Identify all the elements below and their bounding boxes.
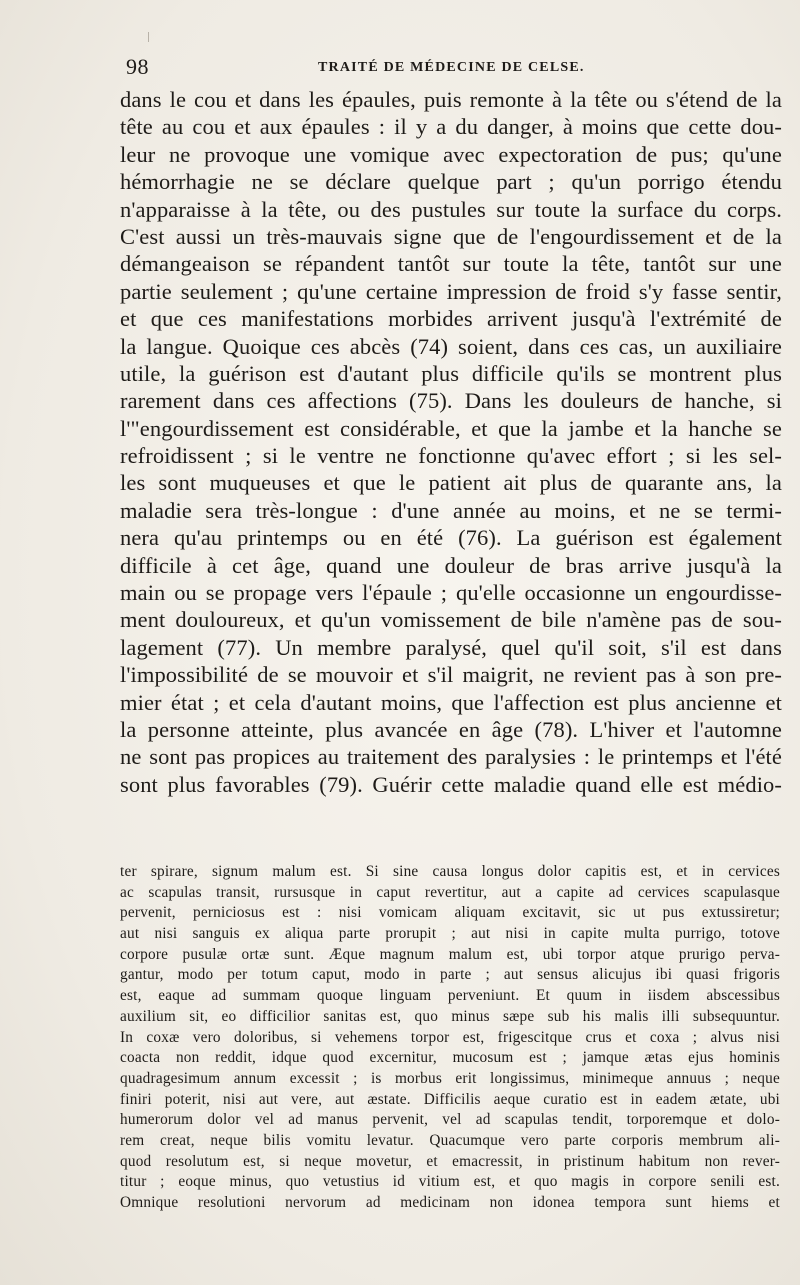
text-line: démangeaison se répandent tantôt sur toute la tête, tantôt sur une: [120, 251, 782, 277]
latin-text-line: titur ; eoque minus, quo vetustius id vitium est, et quo magis in corpore senili est.: [120, 1173, 780, 1191]
paper-speck: [148, 32, 149, 42]
latin-text-line: gantur, modo per totum caput, modo in parte ; aut sensus alicujus ibi quasi frigoris: [120, 966, 780, 984]
latin-text-line: Omnique resolutioni nervorum ad medicinam non idonea tempora sunt hiems et: [120, 1194, 780, 1211]
text-line: ment douloureux, et qu'un vomissement de bile n'amène pas de sou-: [120, 607, 782, 633]
text-line: hémorrhagie ne se déclare quelque part ; qu'un porrigo étendu: [120, 169, 782, 195]
latin-text-line: quod resolutum est, si neque movetur, et emacressit, in pristinum habitum non rever-: [120, 1152, 780, 1170]
latin-text-line: aut nisi sanguis ex aliqua parte prorupit ; aut nisi in capite multa purrigo, totove: [120, 925, 780, 943]
latin-text-line: corpore pusulæ ortæ sunt. Æque magnum malum est, ubi torpor atque prurigo perva-: [120, 945, 780, 963]
latin-text-line: In coxæ vero doloribus, si vehemens torpor est, frigescitque crus et coxa ; alvus nisi: [120, 1028, 780, 1046]
text-line: maladie sera très-longue : d'une année au moins, et ne se termi-: [120, 497, 782, 523]
french-translation-text: [120, 86, 782, 798]
latin-text-line: finiri poterit, nisi aut vere, aut æstate. Difficilis aeque curatio est in eadem ætate, ubi: [120, 1090, 780, 1108]
text-line: les sont muqueuses et que le patient ait plus de quarante ans, la: [120, 470, 782, 496]
text-line: main ou se propage vers l'épaule ; qu'elle occasionne un engourdisse-: [120, 580, 782, 606]
text-line: nera qu'au printemps ou en été (76). La guérison est également: [120, 525, 782, 551]
latin-text-line: quadragesimum annum excessit ; is morbus erit longissimus, minimeque annuus ; neque: [120, 1069, 780, 1087]
text-line: C'est aussi un très-mauvais signe que de l'engourdissement et de la: [120, 223, 782, 249]
latin-text-line: pervenit, perniciosus est : nisi vomicam aliquam excitavit, sic ut pus extussiretur;: [120, 904, 780, 922]
latin-text-line: humerorum dolor vel ad manus pervenit, vel ad scapulas tendit, torporemque et dolo-: [120, 1111, 780, 1129]
latin-text-line: est, eaque ad summam quoque linguam perveniunt. Et quum in iisdem abscessibus: [120, 987, 780, 1005]
text-line: l'"engourdissement est considérable, et que la jambe et la hanche se: [120, 415, 782, 441]
latin-text-line: rem creat, neque bilis vomitu levatur. Quacumque vero parte corporis membrum ali-: [120, 1131, 780, 1149]
text-line: et que ces manifestations morbides arrivent jusqu'à l'extrémité de: [120, 306, 782, 332]
text-line: tête au cou et aux épaules : il y a du danger, à moins que cette dou-: [120, 114, 782, 140]
text-line: la langue. Quoique ces abcès (74) soient, dans ces cas, un auxiliaire: [120, 333, 782, 359]
text-line: partie seulement ; qu'une certaine impression de froid s'y fasse sentir,: [120, 278, 782, 304]
text-line: leur ne provoque une vomique avec expectoration de pus; qu'une: [120, 141, 782, 167]
text-line: sont plus favorables (79). Guérir cette maladie quand elle est médio-: [120, 771, 782, 797]
page-number: 98: [126, 54, 149, 79]
text-line: l'impossibilité de se mouvoir et s'il maigrit, ne revient pas à son pre-: [120, 662, 782, 688]
text-line: dans le cou et dans les épaules, puis remonte à la tête ou s'étend de la: [120, 87, 782, 112]
text-line: rarement dans ces affections (75). Dans les douleurs de hanche, si: [120, 388, 782, 414]
text-line: n'apparaisse à la tête, ou des pustules sur toute la surface du corps.: [120, 196, 782, 222]
running-title: TRAITÉ DE MÉDECINE DE CELSE.: [318, 60, 585, 75]
text-line: refroidissent ; si le ventre ne fonctionne qu'avec effort ; si les sel-: [120, 443, 782, 469]
latin-text-line: ter spirare, signum malum est. Si sine causa longus dolor capitis est, et in cervices: [120, 863, 780, 880]
text-line: mier état ; et cela d'autant moins, que l'affection est plus ancienne et: [120, 689, 782, 715]
latin-text-line: auxilium sit, eo difficilior sanitas est, quo minus sæpe sub his malis illi subsequuntur.: [120, 1007, 780, 1025]
text-line: difficile à cet âge, quand une douleur de bras arrive jusqu'à la: [120, 552, 782, 578]
latin-text-line: ac scapulas transit, rursusque in caput revertitur, aut a capite ad cervices scapulasque: [120, 883, 780, 901]
page-header: [118, 54, 778, 84]
text-line: lagement (77). Un membre paralysé, quel qu'il soit, s'il est dans: [120, 634, 782, 660]
latin-text-line: coacta non reddit, idque quod excernitur, mucosum est ; jamque ætas ejus hominis: [120, 1049, 780, 1067]
text-line: utile, la guérison est d'autant plus difficile qu'ils se montrent plus: [120, 360, 782, 386]
latin-original-text: [120, 862, 780, 1214]
text-line: ne sont pas propices au traitement des paralysies : le printemps et l'été: [120, 744, 782, 770]
text-line: la personne atteinte, plus avancée en âge (78). L'hiver et l'automne: [120, 716, 782, 742]
